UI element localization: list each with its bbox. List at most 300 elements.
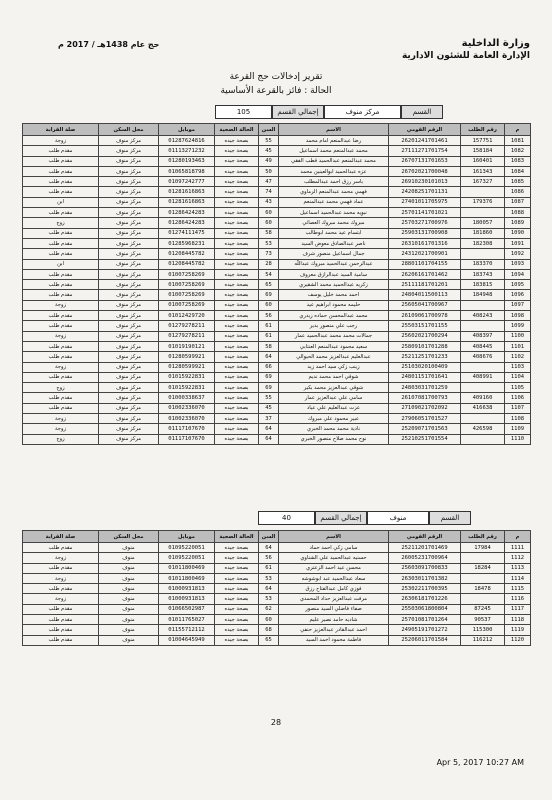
cell-relation: مقدم طلب bbox=[23, 156, 99, 166]
cell-seq: 1093 bbox=[505, 259, 531, 269]
cell-request-no: 183370 bbox=[461, 259, 505, 269]
cell-seq: 1090 bbox=[505, 228, 531, 238]
cell-health: بصحة جيده bbox=[215, 166, 259, 176]
cell-health: بصحة جيده bbox=[215, 403, 259, 413]
cell-mobile: 01065818798 bbox=[159, 166, 215, 176]
cell-name: مبروك محمد مبروك العصائي bbox=[279, 218, 389, 228]
cell-relation: مقدم طلب bbox=[23, 238, 99, 248]
cell-seq: 1092 bbox=[505, 249, 531, 259]
cell-health: بصحة جيده bbox=[215, 321, 259, 331]
cell-mobile: 01012429720 bbox=[159, 311, 215, 321]
col-seq: م bbox=[505, 124, 531, 136]
cell-health: بصحة جيده bbox=[215, 393, 259, 403]
total-label: إجمالي القسم bbox=[315, 511, 367, 525]
cell-seq: 1082 bbox=[505, 146, 531, 156]
cell-residence: مركز منوف bbox=[99, 166, 159, 176]
cell-request-no: 90537 bbox=[461, 615, 505, 625]
cell-residence: مركز منوف bbox=[99, 331, 159, 341]
cell-residence: مركز منوف bbox=[99, 259, 159, 269]
cell-age: 60 bbox=[259, 615, 279, 625]
cell-name: عماد فهمي محمد عبدالمنعم bbox=[279, 197, 389, 207]
cell-health: بصحة جيده bbox=[215, 228, 259, 238]
cell-request-no: 409160 bbox=[461, 393, 505, 403]
table-row bbox=[23, 166, 531, 176]
cell-age: 43 bbox=[259, 197, 279, 207]
cell-health: بصحة جيده bbox=[215, 177, 259, 187]
cell-residence: مركز منوف bbox=[99, 187, 159, 197]
cell-relation: مقدم طلب bbox=[23, 228, 99, 238]
cell-residence: مركز منوف bbox=[99, 156, 159, 166]
cell-seq: 1106 bbox=[505, 393, 531, 403]
cell-relation: مقدم طلب bbox=[23, 625, 99, 635]
cell-seq: 1101 bbox=[505, 341, 531, 351]
col-request-no: رقم الطلب bbox=[461, 531, 505, 543]
section-summary-1 bbox=[215, 105, 443, 119]
cell-health: بصحة جيده bbox=[215, 352, 259, 362]
table-row bbox=[23, 311, 531, 321]
cell-national-id: 24312021700901 bbox=[389, 249, 461, 259]
cell-mobile: 01208445782 bbox=[159, 259, 215, 269]
cell-mobile: 01286424283 bbox=[159, 208, 215, 218]
cell-request-no: 18478 bbox=[461, 584, 505, 594]
cell-relation: مقدم طلب bbox=[23, 604, 99, 614]
cell-health: بصحة جيده bbox=[215, 249, 259, 259]
table-row bbox=[23, 635, 531, 645]
cell-health: بصحة جيده bbox=[215, 604, 259, 614]
col-mobile: موبايل bbox=[159, 531, 215, 543]
cell-age: 47 bbox=[259, 177, 279, 187]
col-request-no: رقم الطلب bbox=[461, 124, 505, 136]
cell-relation: مقدم طلب bbox=[23, 403, 99, 413]
cell-request-no bbox=[461, 187, 505, 197]
cell-name: محمد عبدالمنعم محمد اسماعيل bbox=[279, 146, 389, 156]
cell-name: زينب زكي سيد احمد زيد bbox=[279, 362, 389, 372]
cell-national-id: 25903131700908 bbox=[389, 228, 461, 238]
cell-name: مرفت عبدالعزيز حداد المحمدي bbox=[279, 594, 389, 604]
cell-national-id: 25701081701264 bbox=[389, 615, 461, 625]
cell-national-id: 27401011705975 bbox=[389, 197, 461, 207]
cell-name: فوزي كامل عبدالفتاح رزق bbox=[279, 584, 389, 594]
cell-national-id: 25602021700294 bbox=[389, 331, 461, 341]
cell-national-id: 26109061700978 bbox=[389, 311, 461, 321]
cell-request-no: 115300 bbox=[461, 625, 505, 635]
cell-seq: 1109 bbox=[505, 424, 531, 434]
cell-residence: مركز منوف bbox=[99, 136, 159, 146]
section-label: القسم bbox=[429, 511, 471, 525]
cell-health: بصحة جيده bbox=[215, 594, 259, 604]
cell-health: بصحة جيده bbox=[215, 625, 259, 635]
cell-residence: مركز منوف bbox=[99, 177, 159, 187]
cell-age: 54 bbox=[259, 269, 279, 279]
cell-request-no: 157751 bbox=[461, 136, 505, 146]
cell-request-no: 183743 bbox=[461, 269, 505, 279]
cell-age: 53 bbox=[259, 238, 279, 248]
table-row bbox=[23, 208, 531, 218]
cell-relation: زوج bbox=[23, 383, 99, 393]
table-row bbox=[23, 372, 531, 382]
cell-health: بصحة جيده bbox=[215, 615, 259, 625]
cell-seq: 1108 bbox=[505, 414, 531, 424]
cell-seq: 1118 bbox=[505, 615, 531, 625]
cell-health: بصحة جيده bbox=[215, 383, 259, 393]
cell-mobile: 01002336070 bbox=[159, 403, 215, 413]
cell-seq: 1111 bbox=[505, 543, 531, 553]
cell-name: جمال اسماعيل منصور شرف bbox=[279, 249, 389, 259]
cell-request-no: 408445 bbox=[461, 341, 505, 351]
cell-request-no: 116212 bbox=[461, 635, 505, 645]
cell-name: نادية محمد محمد الخبري bbox=[279, 424, 389, 434]
cell-health: بصحة جيده bbox=[215, 584, 259, 594]
cell-seq: 1115 bbox=[505, 584, 531, 594]
cell-national-id: 24905191701272 bbox=[389, 625, 461, 635]
cell-seq: 1094 bbox=[505, 269, 531, 279]
cell-seq: 1100 bbox=[505, 331, 531, 341]
cell-request-no: 416638 bbox=[461, 403, 505, 413]
cell-name: عبدالعليم عبدالعزيز محمد الحيوالي bbox=[279, 352, 389, 362]
cell-age: 60 bbox=[259, 208, 279, 218]
cell-seq: 1105 bbox=[505, 383, 531, 393]
cell-age: 66 bbox=[259, 362, 279, 372]
cell-request-no: 408991 bbox=[461, 372, 505, 382]
cell-name: حليمه محمود ابراهيم عيد bbox=[279, 300, 389, 310]
cell-relation: مقدم طلب bbox=[23, 269, 99, 279]
cell-relation: مقدم طلب bbox=[23, 146, 99, 156]
cell-residence: مركز منوف bbox=[99, 424, 159, 434]
section-summary-2 bbox=[258, 511, 471, 525]
cell-health: بصحة جيده bbox=[215, 218, 259, 228]
cell-seq: 1096 bbox=[505, 290, 531, 300]
cell-seq: 1087 bbox=[505, 197, 531, 207]
cell-request-no: 182308 bbox=[461, 238, 505, 248]
table-row bbox=[23, 259, 531, 269]
cell-relation: مقدم طلب bbox=[23, 635, 99, 645]
cell-age: 64 bbox=[259, 434, 279, 444]
cell-health: بصحة جيده bbox=[215, 197, 259, 207]
cell-age: 61 bbox=[259, 331, 279, 341]
cell-relation: مقدم طلب bbox=[23, 341, 99, 351]
cell-relation: زوجة bbox=[23, 573, 99, 583]
cell-relation: مقدم طلب bbox=[23, 563, 99, 573]
cell-age: 60 bbox=[259, 300, 279, 310]
cell-name: جمالات محمد محمد عبدالحميد عمار bbox=[279, 331, 389, 341]
cell-request-no: 408397 bbox=[461, 331, 505, 341]
table-row bbox=[23, 352, 531, 362]
cell-national-id: 26201241701461 bbox=[389, 136, 461, 146]
cell-seq: 1103 bbox=[505, 362, 531, 372]
cell-residence: منوف bbox=[99, 543, 159, 553]
table-row bbox=[23, 383, 531, 393]
cell-age: 68 bbox=[259, 625, 279, 635]
cell-request-no bbox=[461, 434, 505, 444]
cell-age: 62 bbox=[259, 604, 279, 614]
cell-national-id: 26206161701462 bbox=[389, 269, 461, 279]
cell-request-no: 183815 bbox=[461, 280, 505, 290]
cell-age: 53 bbox=[259, 573, 279, 583]
table-row bbox=[23, 584, 531, 594]
cell-mobile: 01279278211 bbox=[159, 331, 215, 341]
cell-relation: زوجة bbox=[23, 362, 99, 372]
cell-residence: منوف bbox=[99, 584, 159, 594]
cell-national-id: 25211201701469 bbox=[389, 543, 461, 553]
cell-age: 65 bbox=[259, 635, 279, 645]
table-row bbox=[23, 403, 531, 413]
cell-name: فاطمة محمود احمد السيد bbox=[279, 635, 389, 645]
cell-name: ناصر عبدالصادق معوض السيد bbox=[279, 238, 389, 248]
cell-residence: مركز منوف bbox=[99, 300, 159, 310]
cell-age: 69 bbox=[259, 290, 279, 300]
cell-relation: مقدم طلب bbox=[23, 352, 99, 362]
cell-mobile: 01117107670 bbox=[159, 424, 215, 434]
cell-national-id: 25209071701563 bbox=[389, 424, 461, 434]
cell-health: بصحة جيده bbox=[215, 414, 259, 424]
table-row bbox=[23, 331, 531, 341]
cell-residence: منوف bbox=[99, 594, 159, 604]
cell-national-id: 26303011701382 bbox=[389, 573, 461, 583]
cell-relation: زوجة bbox=[23, 300, 99, 310]
cell-request-no: 408243 bbox=[461, 311, 505, 321]
cell-name: زكريه عبدالحميد محمد الشقيري bbox=[279, 280, 389, 290]
letterhead bbox=[402, 38, 530, 61]
cell-mobile: 01287624816 bbox=[159, 136, 215, 146]
cell-health: بصحة جيده bbox=[215, 543, 259, 553]
cell-residence: مركز منوف bbox=[99, 197, 159, 207]
print-timestamp: Apr 5, 2017 10:27 AM bbox=[436, 758, 524, 767]
table-row bbox=[23, 362, 531, 372]
cell-health: بصحة جيده bbox=[215, 136, 259, 146]
cell-age: 49 bbox=[259, 156, 279, 166]
cell-national-id: 26702021700048 bbox=[389, 166, 461, 176]
table-row bbox=[23, 625, 531, 635]
cell-health: بصحة جيده bbox=[215, 208, 259, 218]
cell-age: 61 bbox=[259, 563, 279, 573]
cell-seq: 1110 bbox=[505, 434, 531, 444]
entries-table-2 bbox=[22, 530, 531, 646]
cell-relation: مقدم طلب bbox=[23, 584, 99, 594]
cell-health: بصحة جيده bbox=[215, 269, 259, 279]
cell-request-no: 17984 bbox=[461, 543, 505, 553]
cell-residence: مركز منوف bbox=[99, 269, 159, 279]
cell-national-id: 26910230101013 bbox=[389, 177, 461, 187]
cell-national-id: 26310161701316 bbox=[389, 238, 461, 248]
table-row bbox=[23, 187, 531, 197]
cell-residence: منوف bbox=[99, 553, 159, 563]
cell-residence: مركز منوف bbox=[99, 414, 159, 424]
cell-mobile: 01002336070 bbox=[159, 414, 215, 424]
cell-health: بصحة جيده bbox=[215, 187, 259, 197]
total-value: 40 bbox=[258, 511, 315, 525]
cell-request-no: 167327 bbox=[461, 177, 505, 187]
table-row bbox=[23, 290, 531, 300]
cell-name: محمد عبدالمحسن حماده زيدري bbox=[279, 311, 389, 321]
cell-age: 56 bbox=[259, 553, 279, 563]
cell-residence: مركز منوف bbox=[99, 228, 159, 238]
cell-relation: مقدم طلب bbox=[23, 372, 99, 382]
cell-residence: مركز منوف bbox=[99, 362, 159, 372]
cell-name: رجب علي منصور بدير bbox=[279, 321, 389, 331]
cell-request-no: 87245 bbox=[461, 604, 505, 614]
cell-request-no: 426598 bbox=[461, 424, 505, 434]
report-title: تقرير إدخالات حج القرعة bbox=[229, 72, 323, 82]
col-age: السن bbox=[259, 124, 279, 136]
cell-relation: مقدم طلب bbox=[23, 187, 99, 197]
table-row bbox=[23, 553, 531, 563]
cell-residence: مركز منوف bbox=[99, 403, 159, 413]
cell-relation: مقدم طلب bbox=[23, 208, 99, 218]
table-row bbox=[23, 177, 531, 187]
cell-relation: زوج bbox=[23, 434, 99, 444]
cell-seq: 1117 bbox=[505, 604, 531, 614]
cell-national-id: 24803031701259 bbox=[389, 383, 461, 393]
cell-request-no bbox=[461, 321, 505, 331]
cell-request-no bbox=[461, 249, 505, 259]
cell-national-id: 25206011701584 bbox=[389, 635, 461, 645]
table-row bbox=[23, 543, 531, 553]
cell-mobile: 01011800469 bbox=[159, 563, 215, 573]
cell-age: 58 bbox=[259, 341, 279, 351]
cell-relation: زوجة bbox=[23, 136, 99, 146]
table-row bbox=[23, 573, 531, 583]
col-age: السن bbox=[259, 531, 279, 543]
cell-national-id: 25603091700833 bbox=[389, 563, 461, 573]
cell-residence: مركز منوف bbox=[99, 290, 159, 300]
col-name: الاسم bbox=[279, 531, 389, 543]
table-row bbox=[23, 434, 531, 444]
cell-national-id: 25111181701201 bbox=[389, 280, 461, 290]
table-row bbox=[23, 321, 531, 331]
cell-mobile: 01015922831 bbox=[159, 383, 215, 393]
cell-relation: زوجة bbox=[23, 414, 99, 424]
cell-residence: مركز منوف bbox=[99, 372, 159, 382]
cell-national-id: 25703271700976 bbox=[389, 218, 461, 228]
table-row bbox=[23, 136, 531, 146]
cell-health: بصحة جيده bbox=[215, 238, 259, 248]
cell-health: بصحة جيده bbox=[215, 156, 259, 166]
cell-seq: 1089 bbox=[505, 218, 531, 228]
cell-seq: 1098 bbox=[505, 311, 531, 321]
cell-mobile: 01281616863 bbox=[159, 187, 215, 197]
cell-residence: مركز منوف bbox=[99, 208, 159, 218]
cell-seq: 1081 bbox=[505, 136, 531, 146]
cell-relation: مقدم طلب bbox=[23, 290, 99, 300]
col-seq: م bbox=[505, 531, 531, 543]
cell-national-id: 27111271701754 bbox=[389, 146, 461, 156]
cell-mobile: 01286424283 bbox=[159, 218, 215, 228]
cell-mobile: 01007258269 bbox=[159, 290, 215, 300]
col-relation: صلة القرابة bbox=[23, 124, 99, 136]
table-row bbox=[23, 249, 531, 259]
cell-national-id: 26005231700964 bbox=[389, 553, 461, 563]
cell-request-no bbox=[461, 573, 505, 583]
cell-mobile: 01000931813 bbox=[159, 584, 215, 594]
cell-age: 64 bbox=[259, 424, 279, 434]
cell-mobile: 01066502987 bbox=[159, 604, 215, 614]
cell-national-id: 25103020100409 bbox=[389, 362, 461, 372]
cell-age: 58 bbox=[259, 228, 279, 238]
cell-name: فهمي محمد عبدالمنعم الرماوي bbox=[279, 187, 389, 197]
cell-mobile: 01280193463 bbox=[159, 156, 215, 166]
cell-relation: مقدم طلب bbox=[23, 543, 99, 553]
cell-request-no bbox=[461, 208, 505, 218]
cell-request-no bbox=[461, 300, 505, 310]
cell-relation: مقدم طلب bbox=[23, 393, 99, 403]
table-row bbox=[23, 197, 531, 207]
cell-name: عبير محمود علي مبروك bbox=[279, 414, 389, 424]
cell-seq: 1112 bbox=[505, 553, 531, 563]
cell-mobile: 01095220051 bbox=[159, 553, 215, 563]
cell-age: 74 bbox=[259, 187, 279, 197]
cell-residence: مركز منوف bbox=[99, 311, 159, 321]
cell-name: محسن عيد احمد الزعتري bbox=[279, 563, 389, 573]
cell-national-id: 26707131701653 bbox=[389, 156, 461, 166]
cell-name: عبدالرحمن عبدالحميد مبروك عبداللّه bbox=[279, 259, 389, 269]
cell-national-id: 25809101701288 bbox=[389, 341, 461, 351]
cell-residence: مركز منوف bbox=[99, 393, 159, 403]
table-row bbox=[23, 228, 531, 238]
cell-relation: زوجة bbox=[23, 553, 99, 563]
cell-residence: منوف bbox=[99, 635, 159, 645]
cell-request-no: 18284 bbox=[461, 563, 505, 573]
cell-seq: 1119 bbox=[505, 625, 531, 635]
cell-request-no bbox=[461, 383, 505, 393]
cell-age: 53 bbox=[259, 594, 279, 604]
cell-health: بصحة جيده bbox=[215, 434, 259, 444]
cell-health: بصحة جيده bbox=[215, 424, 259, 434]
cell-national-id: 25210251701554 bbox=[389, 434, 461, 444]
table-row bbox=[23, 280, 531, 290]
cell-residence: مركز منوف bbox=[99, 249, 159, 259]
hajj-year: حج عام 1438هـ / 2017 م bbox=[58, 40, 160, 49]
department-name: الإدارة العامة للشئون الادارية bbox=[401, 51, 530, 61]
cell-relation: مقدم طلب bbox=[23, 615, 99, 625]
cell-seq: 1113 bbox=[505, 563, 531, 573]
table-row bbox=[23, 393, 531, 403]
cell-name: صفاء فاضلي السيد منصور bbox=[279, 604, 389, 614]
cell-seq: 1086 bbox=[505, 187, 531, 197]
cell-request-no: 181860 bbox=[461, 228, 505, 238]
cell-national-id: 25503151701155 bbox=[389, 321, 461, 331]
cell-name: حسنيه عبدالحميد علي الشناوي bbox=[279, 553, 389, 563]
cell-request-no: 180057 bbox=[461, 218, 505, 228]
cell-relation: مقدم طلب bbox=[23, 249, 99, 259]
cell-residence: مركز منوف bbox=[99, 383, 159, 393]
cell-mobile: 01279278211 bbox=[159, 321, 215, 331]
total-label: إجمالي القسم bbox=[272, 105, 324, 119]
cell-request-no: 184948 bbox=[461, 290, 505, 300]
cell-mobile: 01007258269 bbox=[159, 280, 215, 290]
cell-relation: مقدم طلب bbox=[23, 311, 99, 321]
col-health: الحالة الصحية bbox=[215, 124, 259, 136]
cell-request-no: 179376 bbox=[461, 197, 505, 207]
cell-seq: 1120 bbox=[505, 635, 531, 645]
col-residence: محل السكن bbox=[99, 531, 159, 543]
cell-name: سامية السيد عبدالرازق معروف bbox=[279, 269, 389, 279]
cell-age: 56 bbox=[259, 311, 279, 321]
cell-name: احمد محمد خليل يوسف bbox=[279, 290, 389, 300]
cell-national-id: 27906051701527 bbox=[389, 414, 461, 424]
cell-name: عزت عبدالعليم علي عياد bbox=[279, 403, 389, 413]
cell-national-id: 24801151701641 bbox=[389, 372, 461, 382]
cell-mobile: 01113271232 bbox=[159, 146, 215, 156]
cell-age: 69 bbox=[259, 372, 279, 382]
section-value: مركز منوف bbox=[324, 105, 401, 119]
cell-name: نوح محمد صلاح منصور الخبري bbox=[279, 434, 389, 444]
cell-name: سامي زكي احمد حماد bbox=[279, 543, 389, 553]
cell-national-id: 26107081700793 bbox=[389, 393, 461, 403]
cell-mobile: 01285968231 bbox=[159, 238, 215, 248]
cell-mobile: 01007258269 bbox=[159, 269, 215, 279]
cell-age: 55 bbox=[259, 393, 279, 403]
cell-mobile: 01019190121 bbox=[159, 341, 215, 351]
